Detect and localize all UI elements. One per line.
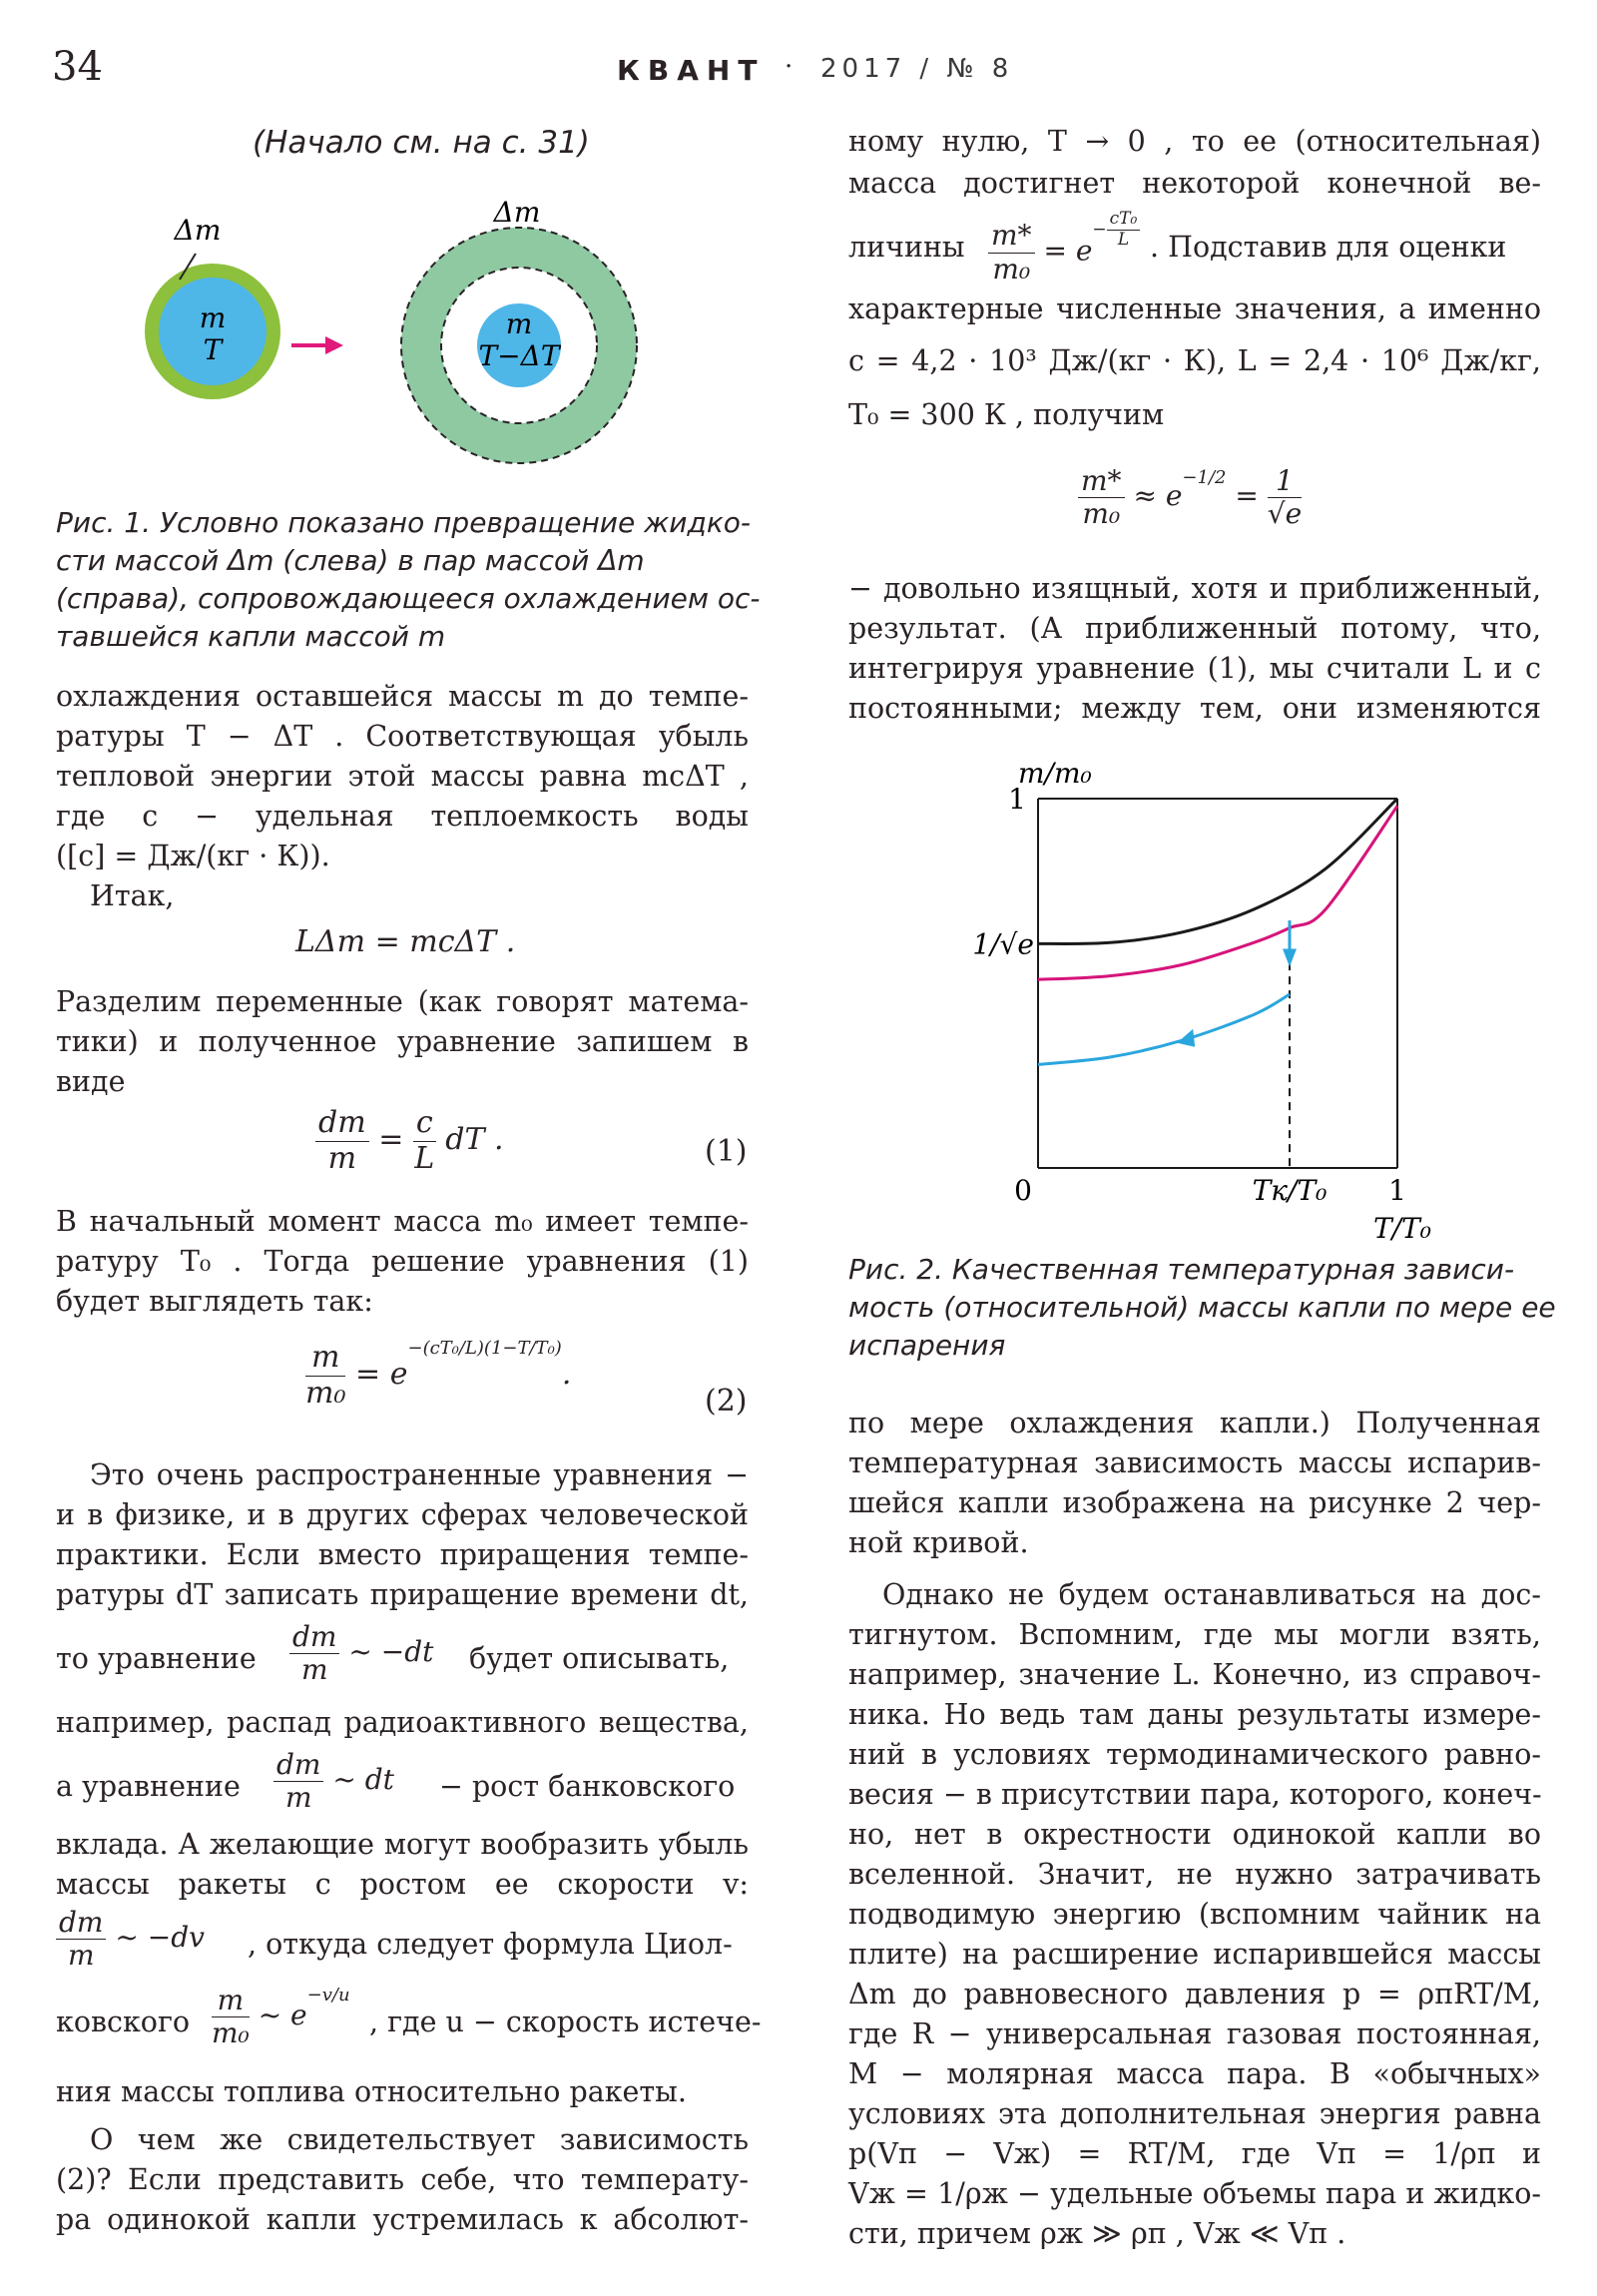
frac-den: m₀ <box>212 2016 250 2050</box>
y-tick-inv-sqrt-e: 1/√e <box>972 927 1034 961</box>
text-line: тигнутом. Вспомним, где мы могли взять, <box>848 1618 1541 1651</box>
relation: ~ dt <box>332 1763 394 1797</box>
frac-den: m <box>300 1653 328 1687</box>
text-line: ратуры dT записать приращение времени dt, <box>56 1578 749 1611</box>
y-tick-1: 1 <box>1008 783 1026 816</box>
text-line: В начальный момент масса m₀ имеет темпе- <box>56 1205 749 1238</box>
eq3-res-den: √e <box>1267 497 1303 531</box>
eq3-exp: −1/2 <box>1182 467 1227 489</box>
label-T: T <box>203 333 223 366</box>
label-T-dT: T−ΔT <box>478 339 560 372</box>
relation: = e <box>1043 234 1093 268</box>
equation-1: $\frac{dm}{m}$ = $\frac{c}{L}$ dT . <box>315 1106 504 1176</box>
blue-arrow-head <box>1177 1029 1195 1047</box>
frac-num: dm <box>56 1907 106 1940</box>
equation-1-tag: (1) <box>705 1134 748 1169</box>
text-line: Это очень распространенные уравнения − <box>90 1458 749 1491</box>
equation-2-tag: (2) <box>705 1384 748 1419</box>
text-line: будет выглядеть так: <box>56 1285 373 1318</box>
series-blue-curve <box>1038 994 1290 1064</box>
text-line: (2)? Если представить себе, что температу- <box>56 2163 749 2196</box>
text-line: будет описывать, <box>469 1642 730 1675</box>
eq3-res-num: 1 <box>1268 465 1302 498</box>
text-line: ([c] = Дж/(кг · К)). <box>56 840 330 872</box>
label-dm-small: Δm <box>174 214 222 247</box>
x-axis-label: T/T₀ <box>1372 1212 1432 1245</box>
exponent: −v/u <box>306 1985 350 2007</box>
exp-num: cT₀ <box>1107 210 1141 231</box>
eq2-base: e <box>389 1357 408 1392</box>
label-m2: m <box>505 307 533 340</box>
text-line: Vж = 1/ρж − удельные объемы пара и жидко- <box>848 2177 1541 2210</box>
text-line: Δm до равновесного давления p = ρпRT/M, <box>848 1978 1541 2010</box>
text-line: О чем же свидетельствует зависимость <box>90 2123 749 2156</box>
equation-2: $\frac{m}{\text{m₀}}$ = $e^{-(cT_0/L)(1-T/T_0)}$. <box>305 1338 572 1411</box>
text-line: масса достигнет некоторой конечной ве- <box>848 167 1541 200</box>
text-line: ному нулю, T → 0 , то ее (относительная) <box>848 125 1541 158</box>
text-line: плите) на расширение испарившейся массы <box>848 1938 1541 1971</box>
page-number: 34 <box>52 44 103 90</box>
text-line: постоянными; между тем, они изменяются <box>848 692 1541 725</box>
text-line: вселенной. Значит, не нужно затрачивать <box>848 1858 1541 1891</box>
relation: ~ −dv <box>115 1921 205 1955</box>
text-line: шейся капли изображена на рисунке 2 чер- <box>848 1486 1541 1519</box>
inline-fraction <box>56 1907 205 1972</box>
figure-1 <box>120 200 639 519</box>
fig2-caption-line: мость (относительной) массы капли по мере ее <box>848 1291 1556 1324</box>
frac-den: m <box>284 1781 312 1815</box>
text-line: например, значение L. Конечно, из справоч- <box>848 1658 1541 1691</box>
text-line: Итак, <box>90 879 175 912</box>
fig2-caption-line: испарения <box>848 1329 1006 1362</box>
text-line: виде <box>56 1065 126 1098</box>
text-line: по мере охлаждения капли.) Полученная <box>848 1407 1541 1439</box>
text-line: весия − в присутствии пара, которого, конеч- <box>848 1778 1542 1811</box>
text-line: − рост банковского <box>439 1770 736 1803</box>
frac-num: m <box>212 1985 250 2017</box>
fig1-caption-line: сти массой Δm (слева) в пар массой Δm <box>56 544 645 577</box>
equation-limit: $\frac{m*}{\text{m₀}}$ = $e^{- \frac{\text{cT₀}}{L}}$ <box>988 210 1140 286</box>
eq2-exp: −(cT₀/L)(1−T/T₀) <box>407 1338 562 1359</box>
text-line: охлаждения оставшейся массы m до темпе- <box>56 680 749 713</box>
text-line: то уравнение <box>56 1642 257 1675</box>
issue-number: 2017 / № 8 <box>820 54 1014 84</box>
label-dm-big: Δm <box>493 200 541 229</box>
text-line: массы ракеты с ростом ее скорости v: <box>56 1868 749 1901</box>
text-line: ратуры T − ΔT . Соответствующая убыль <box>56 720 749 753</box>
eq3-num: m* <box>1078 465 1125 498</box>
text-line: p(Vп − Vж) = RT/M, где Vп = 1/ρп и <box>848 2137 1541 2170</box>
text-line: − довольно изящный, хотя и приближенный, <box>848 572 1541 605</box>
text-line: . Подставив для оценки <box>1150 231 1507 264</box>
fig1-caption-line: Рис. 1. Условно показано превращение жидко- <box>56 506 752 539</box>
text-line: где R − универсальная газовая постоянная, <box>848 2017 1541 2050</box>
frac-num: m* <box>988 220 1035 253</box>
eq1-rhs-num: c <box>413 1106 436 1142</box>
eq2-num: m <box>305 1341 345 1377</box>
text-line: сти, причем ρж ≫ ρп , Vж ≪ Vп . <box>848 2217 1346 2250</box>
series-magenta-curve <box>1038 806 1397 979</box>
text-line: ний в условиях термодинамического равно- <box>848 1738 1541 1771</box>
x-tick-tk: Tк/T₀ <box>1252 1174 1328 1207</box>
text-line: где c − удельная теплоемкость воды <box>56 800 749 833</box>
y-axis-label: m/m₀ <box>1018 757 1092 790</box>
fig1-caption-line: (справа), сопровождающееся охлаждением ос- <box>56 582 761 615</box>
text-line: ника. Но ведь там даны результаты измере- <box>848 1698 1541 1731</box>
text-line: подводимую энергию (вспомним чайник на <box>848 1898 1541 1931</box>
text-line: тепловой энергии этой массы равна mcΔT , <box>56 760 749 793</box>
arrow-head <box>325 336 343 354</box>
text-line: ра одинокой капли устремилась к абсолют- <box>56 2203 749 2236</box>
relation: ~ e <box>258 1999 307 2032</box>
eq2-den: m₀ <box>305 1375 346 1411</box>
text-line: ратуру T₀ . Тогда решение уравнения (1) <box>56 1245 749 1278</box>
inline-fraction <box>212 1985 350 2049</box>
text-line: Разделим переменные (как говорят матема- <box>56 985 749 1018</box>
frac-den: m <box>67 1939 95 1973</box>
text-line: а уравнение <box>56 1770 241 1803</box>
eq1-num: dm <box>315 1106 369 1142</box>
text-line: c = 4,2 · 10³ Дж/(кг · К), L = 2,4 · 10⁶ Дж/кг, <box>848 344 1541 377</box>
frac-den: m₀ <box>992 252 1031 286</box>
text-line: тики) и полученное уравнение запишем в <box>56 1025 749 1058</box>
text-line: и в физике, и в других сферах человеческой <box>56 1498 749 1531</box>
header-separator: · <box>785 52 794 82</box>
text-line: характерные численные значения, а именно <box>848 292 1541 325</box>
series-black-curve <box>1038 799 1397 944</box>
text-line: например, распад радиоактивного вещества, <box>56 1706 749 1739</box>
frac-num: dm <box>273 1749 323 1782</box>
text-line: T₀ = 300 К , получим <box>848 398 1165 431</box>
text-line: температурная зависимость массы испарив- <box>848 1446 1541 1479</box>
eq3-rel: ≈ e <box>1133 479 1183 513</box>
exp-den: L <box>1117 229 1130 250</box>
text-line: личины <box>848 231 965 264</box>
eq1-rhs: dT . <box>445 1122 504 1157</box>
continued-note: (Начало см. на с. 31) <box>253 125 590 161</box>
fig2-caption-line: Рис. 2. Качественная температурная зависи- <box>848 1253 1515 1286</box>
x-tick-1: 1 <box>1388 1174 1406 1207</box>
text-line: но, нет в окрестности одинокой капли во <box>848 1818 1541 1851</box>
text-line: Однако не будем останавливаться на дос- <box>882 1578 1541 1611</box>
eq1-rhs-den: L <box>414 1140 435 1176</box>
eq3-den: m₀ <box>1082 497 1121 531</box>
text-line: вклада. А желающие могут вообразить убыль <box>56 1828 749 1861</box>
fig1-caption-line: тавшейся капли массой m <box>56 620 446 653</box>
text-line: интегрируя уравнение (1), мы считали L и c <box>848 652 1541 685</box>
text-line: практики. Если вместо приращения темпе- <box>56 1538 749 1571</box>
equation-3 <box>1078 465 1302 530</box>
inline-fraction <box>273 1749 394 1814</box>
magazine-title: КВАНТ <box>617 54 766 87</box>
relation: ~ −dt <box>348 1635 434 1669</box>
text-line: , где u − скорость истече- <box>369 2006 762 2038</box>
text-line: результат. (А приближенный потому, что, <box>848 612 1541 645</box>
text-line: ния массы топлива относительно ракеты. <box>56 2075 687 2108</box>
drop-arrow-head <box>1283 949 1297 967</box>
text-line: ковского <box>56 2006 191 2038</box>
inline-fraction <box>289 1621 433 1686</box>
eq3-equals: = <box>1235 479 1259 513</box>
text-line: ной кривой. <box>848 1526 1029 1559</box>
text-line: условиях эта дополнительная энергия равна <box>848 2097 1541 2130</box>
figure-2-chart <box>928 749 1487 1268</box>
eq1-den: m <box>327 1140 357 1176</box>
text-line: , откуда следует формула Циол- <box>248 1928 733 1961</box>
label-m: m <box>199 301 227 334</box>
text-line: M − молярная масса пара. В «обычных» <box>848 2057 1541 2090</box>
equation-simple: LΔm = mcΔT . <box>295 924 516 959</box>
x-tick-0: 0 <box>1014 1174 1032 1207</box>
frac-num: dm <box>289 1621 339 1654</box>
